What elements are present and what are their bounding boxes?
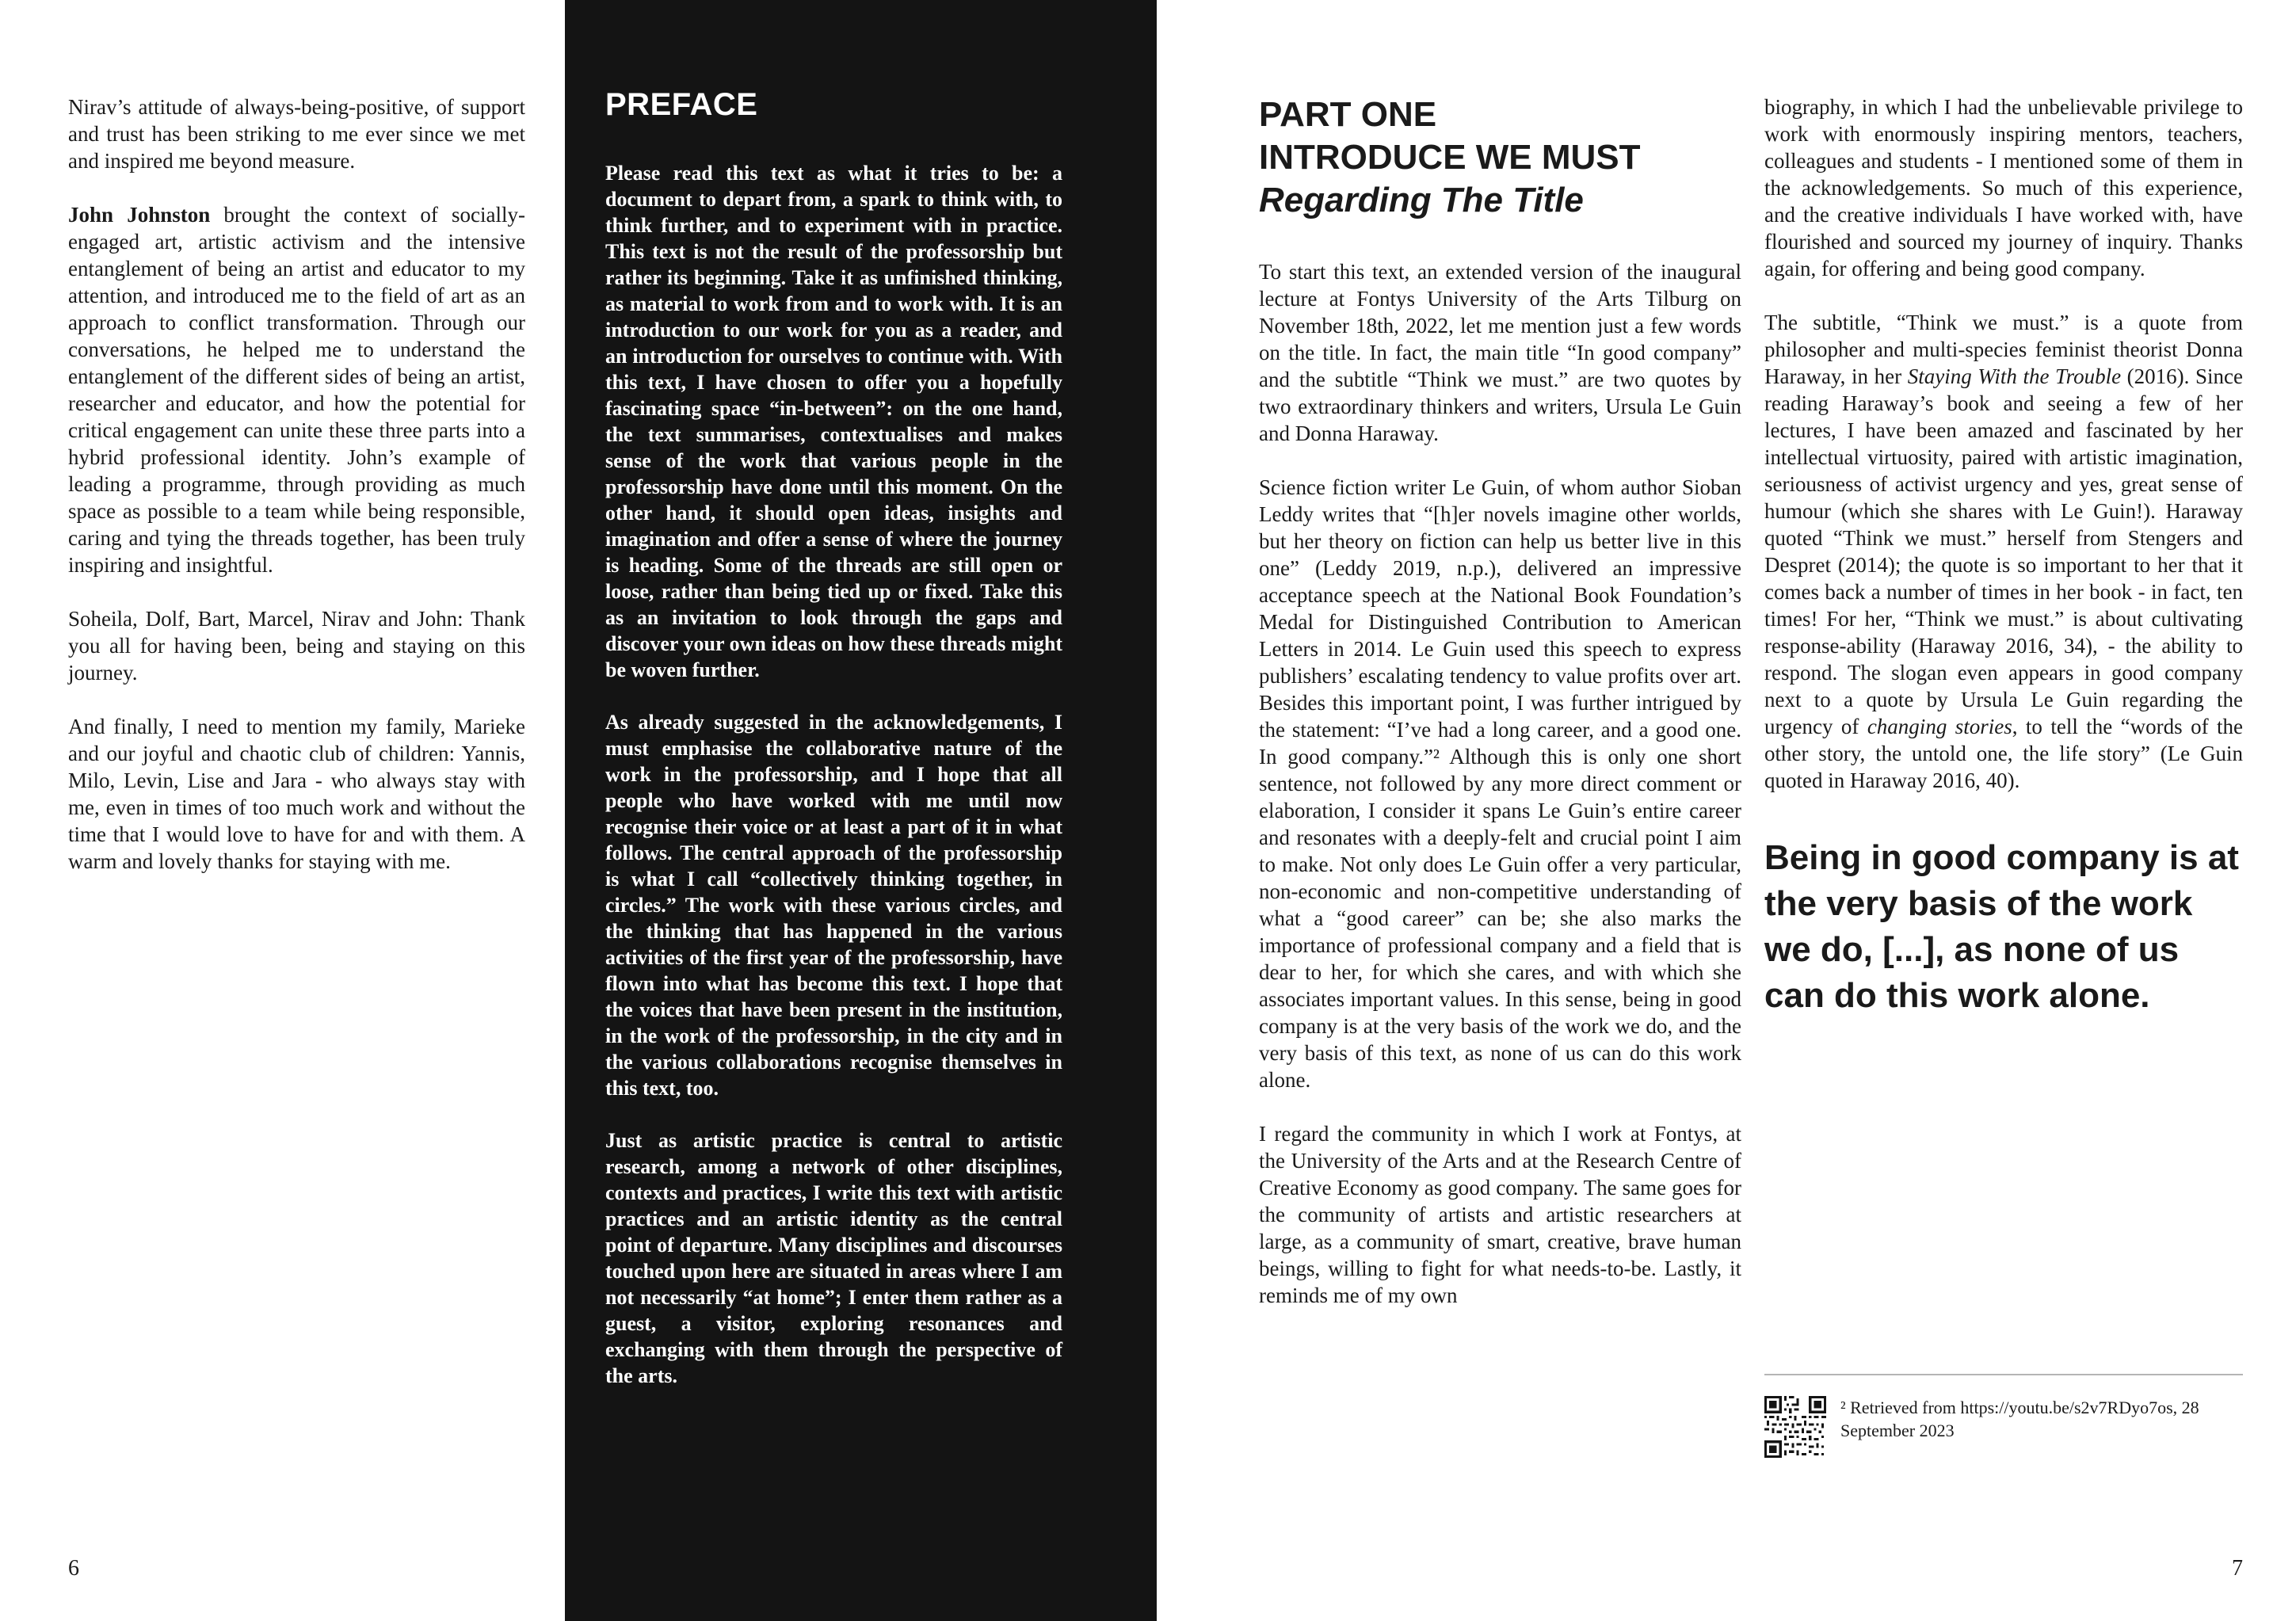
paragraph — [68, 201, 525, 578]
paragraph-text: The subtitle, “Think we must.” is a quote from philosopher and multi-species feminist theorist Donna Haraway, in her — [1764, 311, 2243, 388]
book-title-italic: Staying With the Trouble — [1907, 364, 2122, 388]
paragraph: Please read this text as what it tries to be: a document to depart from, a spark to think with, to think further, and to experiment with in practice. This text is not the result of the professorship but rather its beginning. Take it as unfinished thinking, as material to work from and to work with. It is an introduction to our work for you as a reader, and an introduction for ourselves to continue with. With this text, I have chosen to offer you a hopefully fascinating space “in-between”: on the one hand, the text summarises, contextualises and makes sense of the work that various people in the professorship have done until this moment. On the other hand, it should open ideas, insights and imagination and offer a sense of where the journey is heading. Some of the threads are still open or loose, rather than being tied up or fixed. Take this as an invitation to look through the gaps and discover your own ideas on how these threads might be woven further. — [605, 162, 1062, 681]
paragraph-text: (2016). Since reading Haraway’s book and seeing a few of her lectures, I have been amazed and fascinated by her intellectual virtuosity, paired with artistic imagination, seriousness of activist urgency and yes, great sense of humour (which she shares with Le Guin!). Haraway quoted “Think we must.” herself from Stengers and Despret (2014); the quote is so important to her that it comes back a number of times in her book - in fact, ten times! For her, “Think we must.” is about cultivating response-ability (Haraway 2016, 34), - the ability to respond. The slogan even appears in good company next to a quote by Ursula Le Guin regarding the urgency of — [1764, 364, 2244, 738]
footnote-text: ² Retrieved from https://youtu.be/s2v7RDyo7os, 28 September 2023 — [1840, 1398, 2199, 1440]
pull-quote: Being in good company is at the very basis of the work we do, [...], as none of us can do this work alone. — [1764, 838, 2239, 1015]
paragraph: I regard the community in which I work at Fontys, at the University of the Arts and at the Research Centre of Creative Economy as good company. The same goes for the community of artists and artistic researchers at large, as a community of smart, creative, brave human beings, willing to fight for what needs-to-be. Lastly, it reminds me of my own — [1259, 1122, 1741, 1307]
paragraph: Just as artistic practice is central to artistic research, among a network of other disciplines, contexts and practices, I write this text with artistic practices and an artistic identity as the central point of departure. Many disciplines and discourses touched upon here are situated in areas where I am not necessarily “at home”; I enter them rather as a guest, a visitor, exploring resonances and exchanging with them through the perspective of the arts. — [605, 1129, 1062, 1387]
paragraph-text: brought the context of socially-engaged art, artistic activism and the intensive entanglement of being an artist and educator to my attention, and introduced me to the field of art as an approach to conflict transformation. Through our conversations, he helped me to understand the entanglement of the different sides of being an artist, researcher and educator, and how the potential for critical engagement can unite these three parts into a hybrid professional identity. John’s example of leading a programme, through providing as much space as possible to a team while being responsible, caring and tying the threads together, has been truly inspiring and insightful. — [68, 203, 525, 577]
paragraph-text: , to tell the “words of the other story, the untold one, the life story” (Le Guin quoted in Haraway 2016, 40). — [1764, 715, 2243, 792]
part-title: INTRODUCE WE MUST — [1259, 138, 1641, 177]
paragraph: To start this text, an extended version of the inaugural lecture at Fontys University of the Arts Tilburg on November 18th, 2022, let me mention just a few words on the title. In fact, the main title “In good company” and the subtitle “Think we must.” are two quotes by two extraordinary thinkers and writers, Ursula Le Guin and Donna Haraway. — [1259, 260, 1741, 445]
paragraph: Nirav’s attitude of always-being-positive, of support and trust has been striking to me ever since we met and inspired me beyond measure. — [68, 95, 525, 173]
part-label: PART ONE — [1259, 95, 1437, 134]
footnote-block — [1764, 1374, 2243, 1458]
paragraph: Soheila, Dolf, Bart, Marcel, Nirav and John: Thank you all for having been, being and staying on this journey. — [68, 607, 525, 685]
acknowledgements-column — [68, 93, 525, 875]
preface-panel — [605, 89, 1062, 1389]
paragraph: Science fiction writer Le Guin, of whom author Sioban Leddy writes that “[h]er novels imagine other worlds, but her theory on fiction can help us better live in this one” (Leddy 2019, n.p.), delivered an impressive acceptance speech at the National Book Foundation’s Medal for Distinguished Contribution to American Letters in 2014. Le Guin used this speech to express publishers’ escalating tendency to value profits over art. Besides this important point, I was further intrigued by the statement: “I’ve had a long career, and a good one. In good company.”² Although this is only one short sentence, not followed by any more direct comment or elaboration, I consider it spans Le Guin’s entire career and resonates with a deeply-felt and crucial point I aim to make. Not only does Le Guin offer a very particular, non-economic and non-competitive understanding of what a “good career” can be; she also marks the importance of professional company and a field that is dear to her, for which she cares, and with which she associates important values. In this sense, being in good company is at the very basis of the work we do, and the very basis of this text, as none of us can do this work alone. — [1259, 475, 1741, 1092]
preface-title: PREFACE — [605, 87, 758, 122]
part-one-column — [1259, 93, 1741, 1309]
part-heading — [1259, 93, 1741, 222]
paragraph: And finally, I need to mention my family, Marieke and our joyful and chaotic club of children: Yannis, Milo, Levin, Lise and Jara - who always stay with me, even in times of too much work and without the time that I would love to have for and with them. A warm and lovely thanks for staying with me. — [68, 715, 525, 873]
page-number-left: 6 — [68, 1556, 79, 1581]
right-text-column — [1764, 93, 2243, 1019]
paragraph — [1764, 309, 2243, 794]
part-subtitle: Regarding The Title — [1259, 181, 1584, 219]
paragraph: biography, in which I had the unbelievable privilege to work with enormously inspiring mentors, teachers, colleagues and students - I mentioned some of them in the acknowledgements. So much of this experience, and the creative individuals I have worked with, have flourished and sourced my journey of inquiry. Thanks again, for offering and being good company. — [1764, 95, 2243, 280]
footnote-divider — [1764, 1374, 2243, 1375]
emphasis-italic: changing stories — [1867, 715, 2012, 738]
paragraph: As already suggested in the acknowledgements, I must emphasise the collaborative nature of the work in the professorship, and I hope that all people who have worked with me until now recognise their voice or at least a part of it in what follows. The central approach of the professorship is what I call “collectively thinking together, in circles.” The work with these various circles, and the thinking that has happened in the various activities of the first year of the professorship, have flown into what has become this text. I hope that the voices that have been present in the institution, in the work of the professorship, in the city and in the various collaborations recognise themselves in this text, too. — [605, 711, 1062, 1100]
page-number-right: 7 — [2232, 1556, 2243, 1581]
bold-lead: John Johnston — [68, 203, 211, 227]
qr-code-icon — [1764, 1396, 1826, 1458]
